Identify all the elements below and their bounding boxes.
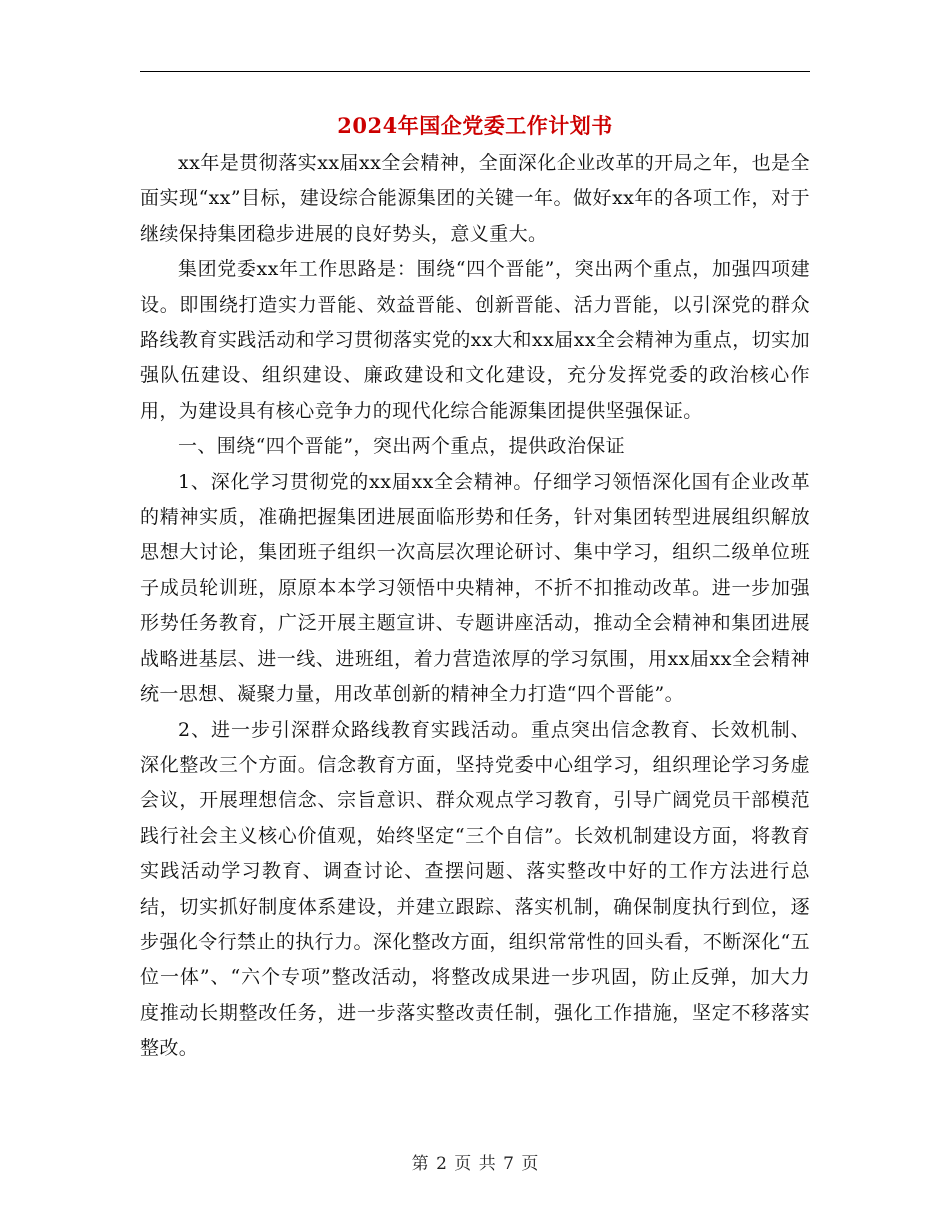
paragraph-work-plan: 集团党委xx年工作思路是：围绕“四个晋能”，突出两个重点，加强四项建设。即围绕打造实力晋能、效益晋能、创新晋能、活力晋能，以引深党的群众路线教育实践活动和学习贯彻落实党的xx大和xx届xx全会精神为重点，切实加强队伍建设、组织建设、廉政建设和文化建设，充分发挥党委的政治核心作用，为建设具有核心竞争力的现代化综合能源集团提供坚强保证。	[140, 258, 810, 422]
paragraph-item-2: 2、进一步引深群众路线教育实践活动。重点突出信念教育、长效机制、深化整改三个方面。信念教育方面，坚持党委中心组学习，组织理论学习务虚会议，开展理想信念、宗旨意识、群众观点学习教育，引导广阔党员干部模范践行社会主义核心价值观，始终坚定“三个自信”。长效机制建设方面，将教育实践活动学习教育、调查讨论、查摆问题、落实整改中好的工作方法进行总结，切实抓好制度体系建设，并建立跟踪、落实机制，确保制度执行到位，逐步强化令行禁止的执行力。深化整改方面，组织常常性的回头看，不断深化“五位一体”、“六个专项”整改活动，将整改成果进一步巩固，防止反弹，加大力度推动长期整改任务，进一步落实整改责任制，强化工作措施，坚定不移落实整改。	[140, 718, 810, 1060]
header-rule	[140, 71, 810, 72]
section-heading-1: 一、围绕“四个晋能”，突出两个重点，提供政治保证	[178, 435, 626, 458]
paragraph-intro: xx年是贯彻落实xx届xx全会精神，全面深化企业改革的开局之年，也是全面实现“xx”目标，建设综合能源集团的关键一年。做好xx年的各项工作，对于继续保持集团稳步进展的良好势头，意义重大。	[140, 152, 810, 245]
document-body	[140, 146, 810, 1067]
paragraph-item-1: 1、深化学习贯彻党的xx届xx全会精神。仔细学习领悟深化国有企业改革的精神实质，准确把握集团进展面临形势和任务，针对集团转型进展组织解放思想大讨论，集团班子组织一次高层次理论研讨、集中学习，组织二级单位班子成员轮训班，原原本本学习领悟中央精神，不折不扣推动改革。进一步加强形势任务教育，广泛开展主题宣讲、专题讲座活动，推动全会精神和集团进展战略进基层、进一线、进班组，着力营造浓厚的学习氛围，用xx届xx全会精神统一思想、凝聚力量，用改革创新的精神全力打造“四个晋能”。	[140, 470, 810, 706]
document-title: 2024年国企党委工作计划书	[337, 113, 613, 138]
page-footer: 第 2 页 共 7 页	[411, 1154, 539, 1174]
